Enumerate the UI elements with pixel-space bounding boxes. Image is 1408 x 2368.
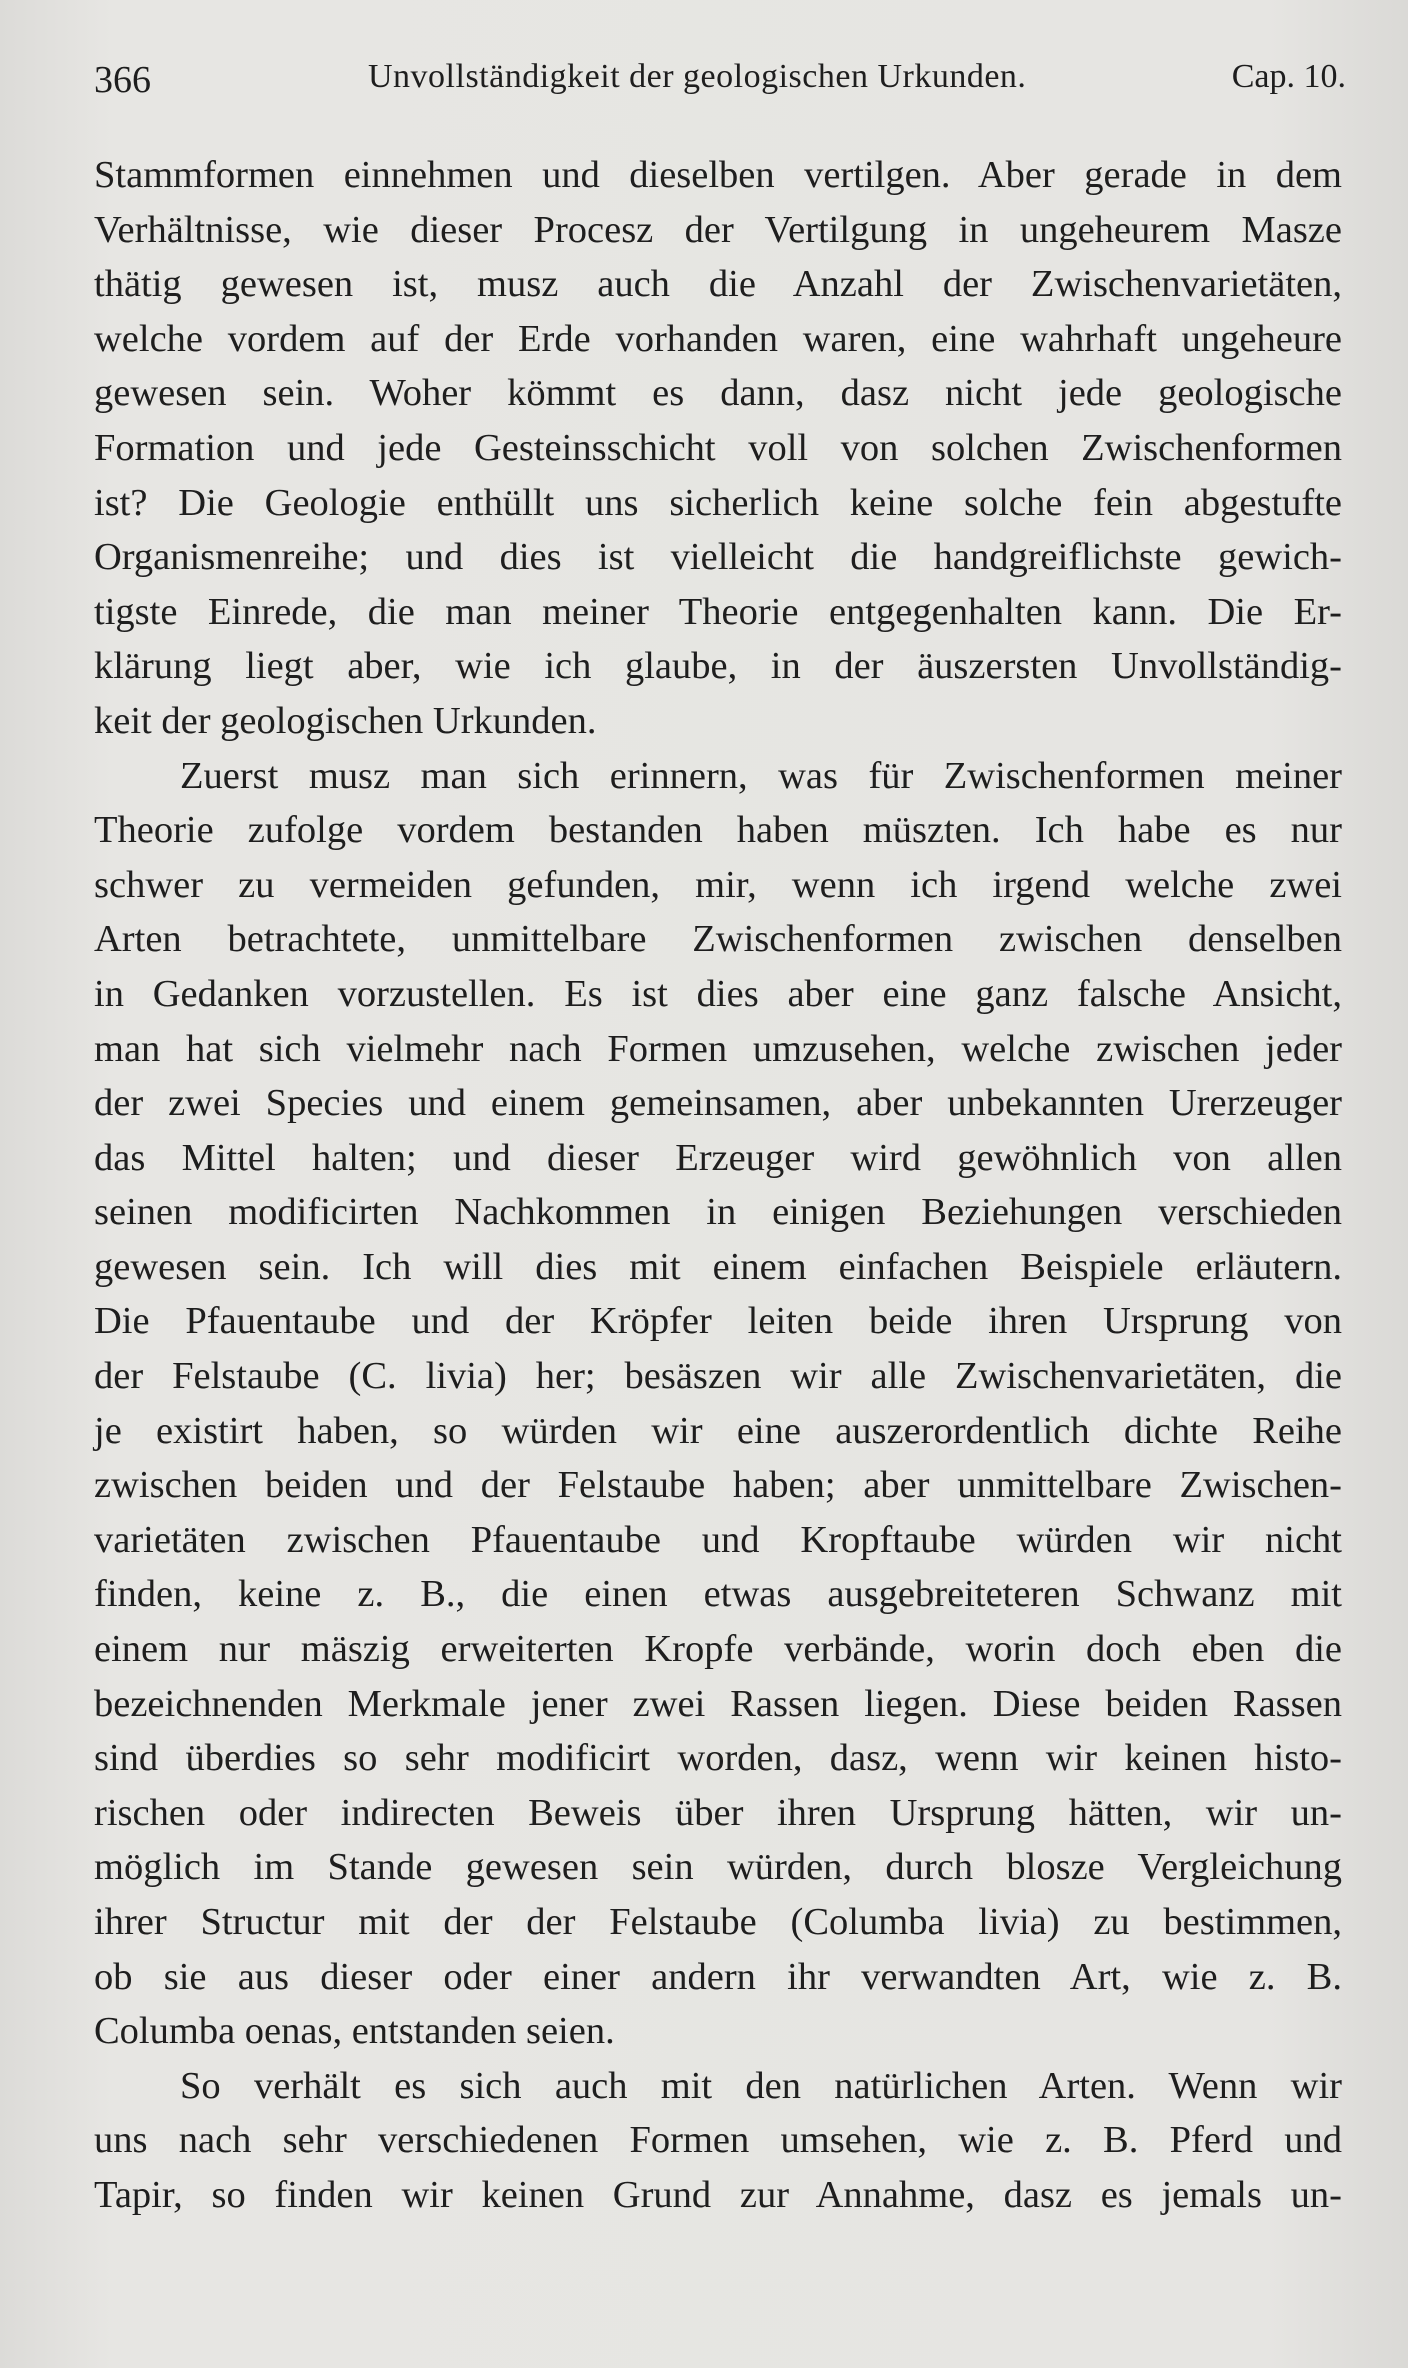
text-line: in Gedanken vorzustellen. Es ist dies aber eine ganz falsche Ansicht, [94,972,1342,1015]
text-line: uns nach sehr verschiedenen Formen umsehen, wie z. B. Pferd und [94,2119,1342,2162]
text-line: zwischen beiden und der Felstaube haben; aber unmittelbare Zwischen- [94,1464,1342,1507]
text-line: Arten betrachtete, unmittelbare Zwischenformen zwischen denselben [94,918,1342,961]
text-line: bezeichnenden Merkmale jener zwei Rassen liegen. Diese beiden Rassen [94,1682,1342,1725]
page-header [94,58,1346,118]
text-line: schwer zu vermeiden gefunden, mir, wenn ich irgend welche zwei [94,863,1342,906]
text-line: ist? Die Geologie enthüllt uns sicherlich keine solche fein abgestufte [94,481,1342,524]
text-line: Die Pfauentaube und der Kröpfer leiten beide ihren Ursprung von [94,1300,1342,1343]
text-line: finden, keine z. B., die einen etwas ausgebreiteteren Schwanz mit [94,1573,1342,1616]
body-text [94,148,1342,2223]
text-line: Formation und jede Gesteinsschicht voll von solchen Zwischenformen [94,426,1342,469]
text-line: keit der geologischen Urkunden. [94,699,597,742]
text-line: So verhält es sich auch mit den natürlichen Arten. Wenn wir [180,2064,1342,2107]
text-line: Stammformen einnehmen und dieselben vertilgen. Aber gerade in dem [94,154,1342,196]
text-line: Theorie zufolge vordem bestanden haben müszten. Ich habe es nur [94,809,1342,852]
page-number: 366 [94,59,151,101]
text-line: Organismenreihe; und dies ist vielleicht die handgreiflichste gewich- [94,536,1342,579]
text-line: möglich im Stande gewesen sein würden, durch blosze Vergleichung [94,1846,1342,1889]
text-line: rischen oder indirecten Beweis über ihren Ursprung hätten, wir un- [94,1791,1342,1834]
text-line: je existirt haben, so würden wir eine auszerordentlich dichte Reihe [94,1409,1342,1452]
text-line: man hat sich vielmehr nach Formen umzusehen, welche zwischen jeder [94,1027,1342,1070]
text-line: varietäten zwischen Pfauentaube und Kropftaube würden wir nicht [94,1518,1342,1561]
text-line: ob sie aus dieser oder einer andern ihr verwandten Art, wie z. B. [94,1955,1342,1998]
text-line: gewesen sein. Ich will dies mit einem einfachen Beispiele erläutern. [94,1245,1342,1288]
text-line: Tapir, so finden wir keinen Grund zur Annahme, dasz es jemals un- [94,2173,1342,2216]
text-line: ihrer Structur mit der der Felstaube (Columba livia) zu bestimmen, [94,1901,1342,1943]
text-line: der Felstaube (C. livia) her; besäszen wir alle Zwischenvarietäten, die [94,1355,1342,1398]
text-line: gewesen sein. Woher kömmt es dann, dasz nicht jede geologische [94,372,1342,415]
text-line: Columba oenas, entstanden seien. [94,2010,615,2053]
text-line: einem nur mäszig erweiterten Kropfe verbände, worin doch eben die [94,1628,1342,1671]
text-line: welche vordem auf der Erde vorhanden waren, eine wahrhaft ungeheure [94,317,1342,360]
text-line: Verhältnisse, wie dieser Procesz der Vertilgung in ungeheurem Masze [94,208,1342,251]
text-line: der zwei Species und einem gemeinsamen, aber unbekannten Urerzeuger [94,1082,1342,1125]
text-line: seinen modificirten Nachkommen in einigen Beziehungen verschieden [94,1191,1342,1234]
text-line: tigste Einrede, die man meiner Theorie entgegenhalten kann. Die Er- [94,590,1342,633]
text-line: sind überdies so sehr modificirt worden, dasz, wenn wir keinen histo- [94,1737,1342,1780]
text-line: thätig gewesen ist, musz auch die Anzahl der Zwischenvarietäten, [94,263,1342,306]
text-line: das Mittel halten; und dieser Erzeuger wird gewöhnlich von allen [94,1136,1342,1179]
text-line: klärung liegt aber, wie ich glaube, in der äuszersten Unvollständig- [94,645,1342,688]
text-line: Zuerst musz man sich erinnern, was für Zwischenformen meiner [180,754,1342,797]
chapter-label: Cap. 10. [1231,58,1346,95]
running-title: Unvollständigkeit der geologischen Urkunden. [368,58,1027,95]
